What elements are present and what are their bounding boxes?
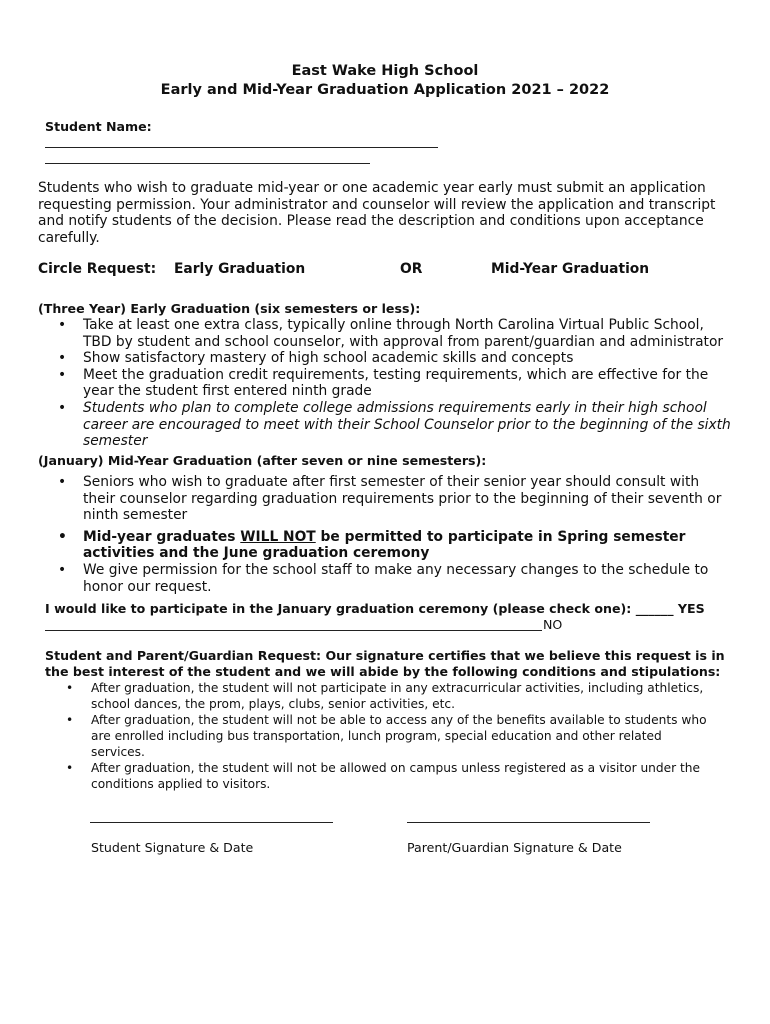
- intro-paragraph: Students who wish to graduate mid-year or one academic year early must submit an application requesting permission. Your administrator and counselor will review the application and transcript and notify students of the decision. Please read the description and conditions upon acceptance carefully.: [38, 180, 716, 246]
- circle-request-label: Circle Request:: [38, 261, 157, 277]
- bullet-icon: •: [66, 713, 74, 727]
- bullet-icon: •: [58, 350, 67, 367]
- option-midyear-graduation[interactable]: Mid-Year Graduation: [491, 261, 650, 277]
- midyear-graduation-heading: (January) Mid-Year Graduation (after seven or nine semesters):: [38, 453, 487, 468]
- conditions-list: [0, 680, 711, 792]
- parent-signature-line[interactable]: [407, 822, 650, 823]
- parent-signature-label: Parent/Guardian Signature & Date: [407, 840, 622, 855]
- bullet-icon: •: [58, 399, 67, 416]
- ceremony-no-option[interactable]: NO: [543, 617, 563, 632]
- circle-or-text: OR: [400, 261, 423, 277]
- early-graduation-heading: (Three Year) Early Graduation (six semesters or less):: [38, 301, 421, 316]
- list-item: • Take at least one extra class, typically online through North Carolina Virtual Public School, TBD by student and school counselor, with approval from parent/guardian and administrator: [58, 317, 724, 350]
- list-item: • We give permission for the school staff to make any necessary changes to the schedule to honor our request.: [58, 561, 709, 595]
- school-name: East Wake High School: [291, 63, 479, 79]
- early-graduation-list: [0, 317, 733, 450]
- list-item: • Seniors who wish to graduate after first semester of their senior year should consult with their counselor regarding graduation requirements prior to the beginning of their seventh or ninth semester: [58, 474, 722, 524]
- student-name-line-1[interactable]: [45, 147, 438, 148]
- bullet-icon: •: [58, 366, 67, 383]
- student-signature-line[interactable]: [90, 822, 333, 823]
- list-item: • Meet the graduation credit requirements, testing requirements, which are effective for the year the student first entered ninth grade: [58, 366, 709, 400]
- certification-statement: Student and Parent/Guardian Request: Our signature certifies that we believe this request is in the best interest of the student and we will abide by the following conditions and stipulations:: [45, 648, 725, 679]
- student-name-line-2[interactable]: [45, 163, 370, 164]
- list-item: • Mid-year graduates WILL NOT be permitted to participate in Spring semester activities and the June graduation ceremony: [58, 528, 686, 562]
- student-name-label: Student Name:: [45, 119, 152, 134]
- form-title: Early and Mid-Year Graduation Application 2021 – 2022: [160, 82, 610, 98]
- ceremony-question[interactable]: I would like to participate in the January graduation ceremony (please check one): ______ YES: [45, 601, 705, 616]
- bullet-icon: •: [58, 561, 67, 578]
- list-item: • After graduation, the student will not be able to access any of the benefits available to students who are enrolled including bus transportation, lunch program, special education and other related services.: [66, 713, 707, 759]
- list-item: • After graduation, the student will not be allowed on campus unless registered as a visitor under the conditions applied to visitors.: [66, 761, 701, 791]
- ceremony-no-line[interactable]: [45, 630, 542, 631]
- list-item: • After graduation, the student will not participate in any extracurricular activities, including athletics, school dances, the prom, plays, clubs, senior activities, etc.: [66, 681, 704, 711]
- midyear-graduation-list: [0, 474, 733, 595]
- bullet-icon: •: [66, 681, 74, 695]
- student-signature-label: Student Signature & Date: [91, 840, 254, 855]
- will-not-emphasis: WILL NOT: [240, 528, 316, 545]
- bullet-icon: •: [58, 528, 67, 545]
- list-item: • Students who plan to complete college admissions requirements early in their high school career are encouraged to meet with their School Counselor prior to the beginning of the sixth semester: [58, 399, 731, 450]
- bullet-icon: •: [58, 474, 67, 490]
- list-item: • Show satisfactory mastery of high school academic skills and concepts: [58, 350, 574, 367]
- bullet-icon: •: [58, 317, 67, 333]
- bullet-icon: •: [66, 761, 74, 775]
- option-early-graduation[interactable]: Early Graduation: [174, 261, 306, 277]
